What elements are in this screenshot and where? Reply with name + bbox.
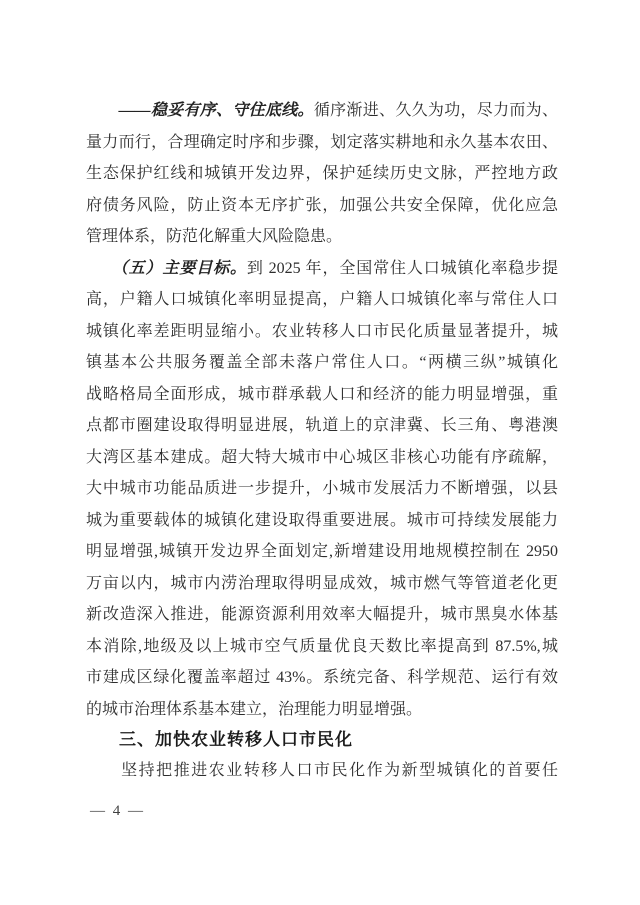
body-text: 镇基本公共服务覆盖全部未落户常住人口。“两横三纵”城镇化 bbox=[86, 354, 558, 371]
body-text: 城镇化率差距明显缩小。农业转移人口市民化质量显著提升，城 bbox=[86, 322, 558, 340]
text-line bbox=[86, 505, 558, 537]
body-text: 的城市治理体系基本建立，治理能力明显增强。 bbox=[86, 700, 423, 718]
document-body bbox=[86, 95, 558, 787]
text-line bbox=[86, 190, 558, 222]
text-line bbox=[86, 631, 558, 663]
text-line bbox=[86, 599, 558, 631]
text-line bbox=[86, 95, 558, 127]
body-text: 府债务风险，防止资本无序扩张，加强公共安全保障，优化应急 bbox=[86, 196, 558, 214]
lead-phrase: （五）主要目标。 bbox=[86, 259, 247, 277]
body-text: 量力而行，合理确定时序和步骤，划定落实耕地和永久基本农田、 bbox=[86, 133, 558, 151]
body-text: 高，户籍人口城镇化率明显提高，户籍人口城镇化率与常住人口 bbox=[86, 291, 558, 308]
page-number: — 4 — bbox=[90, 803, 145, 819]
body-text: 坚持把推进农业转移人口市民化作为新型城镇化的首要任 bbox=[86, 762, 558, 779]
para-citizenization-intro bbox=[86, 755, 558, 787]
body-text: 万亩以内，城市内涝治理取得明显成效，城市燃气等管道老化更 bbox=[86, 574, 558, 592]
body-text: 战略格局全面形成，城市群承载人口和经济的能力明显增强，重 bbox=[86, 385, 558, 403]
text-line bbox=[86, 284, 558, 316]
text-line bbox=[86, 536, 558, 568]
body-text: 大湾区基本建成。超大特大城市中心城区非核心功能有序疏解， bbox=[86, 448, 558, 466]
text-line bbox=[86, 410, 558, 442]
body-text: 市建成区绿化覆盖率超过 43%。系统完备、科学规范、运行有效 bbox=[86, 669, 558, 686]
text-line bbox=[86, 158, 558, 190]
text-line bbox=[86, 316, 558, 348]
text-line bbox=[86, 127, 558, 159]
body-text: 大中城市功能品质进一步提升，小城市发展活力不断增强，以县 bbox=[86, 480, 558, 497]
text-line bbox=[86, 347, 558, 379]
text-line bbox=[86, 568, 558, 600]
body-text: 到 2025 年，全国常住人口城镇化率稳步提 bbox=[246, 259, 558, 277]
para-stability-bottom-line bbox=[86, 95, 558, 253]
text-line bbox=[86, 662, 558, 694]
lead-phrase: ——稳妥有序、守住底线。 bbox=[86, 102, 314, 119]
text-line bbox=[86, 379, 558, 411]
text-line bbox=[86, 221, 558, 253]
body-text: 生态保护红线和城镇开发边界，保护延续历史文脉，严控地方政 bbox=[86, 165, 558, 182]
body-text: 城为重要载体的城镇化建设取得重要进展。城市可持续发展能力 bbox=[86, 511, 558, 529]
body-text: 点都市圈建设取得明显进展，轨道上的京津冀、长三角、粤港澳 bbox=[86, 417, 558, 434]
text-line bbox=[86, 473, 558, 505]
text-line bbox=[86, 253, 558, 285]
heading-section-three: 三、加快农业转移人口市民化 bbox=[119, 730, 353, 749]
text-line bbox=[86, 755, 558, 787]
text-line bbox=[86, 694, 558, 726]
body-text: 本消除,地级及以上城市空气质量优良天数比率提高到 87.5%,城 bbox=[86, 637, 558, 655]
body-text: 明显增强,城镇开发边界全面划定,新增建设用地规模控制在 2950 bbox=[86, 543, 558, 560]
body-text: 管理体系，防范化解重大风险隐患。 bbox=[86, 228, 343, 245]
text-line bbox=[86, 442, 558, 474]
body-text: 新改造深入推进，能源资源利用效率大幅提升，城市黑臭水体基 bbox=[86, 606, 558, 623]
para-main-goals bbox=[86, 253, 558, 726]
body-text: 循序渐进、久久为功，尽力而为、 bbox=[313, 102, 558, 119]
